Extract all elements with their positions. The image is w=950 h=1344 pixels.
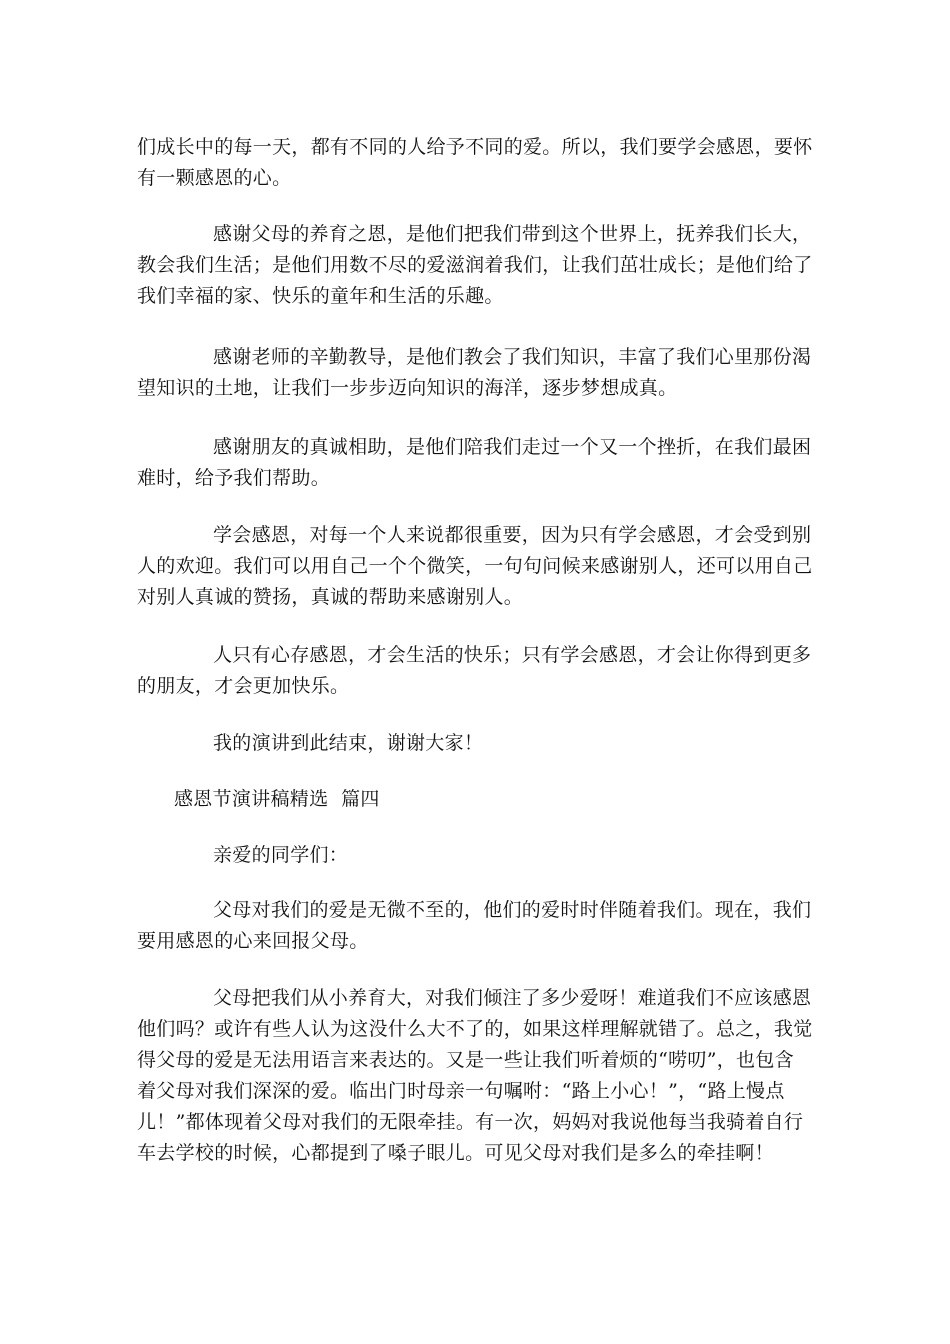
text-line: 他们吗？或许有些人认为这没什么大不了的，如果这样理解就错了。总之，我觉 <box>137 1018 813 1040</box>
paragraph-parents-care <box>137 983 813 1169</box>
paragraph-thank-parents <box>137 219 813 312</box>
text-line: 亲爱的同学们： <box>213 844 349 866</box>
paragraph-greeting <box>137 840 813 871</box>
text-line: 教会我们生活；是他们用数不尽的爱滋润着我们，让我们茁壮成长；是他们给了 <box>137 254 813 276</box>
paragraph-happiness <box>137 640 813 702</box>
text-line: 得父母的爱是无法用语言来表达的。又是一些让我们听着烦的“唠叨”，也包含 <box>137 1049 794 1071</box>
text-line: 的朋友，才会更加快乐。 <box>137 675 350 697</box>
text-line: 人只有心存感恩，才会生活的快乐；只有学会感恩，才会让你得到更多 <box>213 644 812 666</box>
text-line: 感谢朋友的真诚相助，是他们陪我们走过一个又一个挫折，在我们最困 <box>213 436 812 458</box>
text-line: 我们幸福的家、快乐的童年和生活的乐趣。 <box>137 285 504 307</box>
text-line: 儿！”都体现着父母对我们的无限牵挂。有一次，妈妈对我说他每当我骑着自行 <box>137 1111 804 1133</box>
paragraph-thank-friends <box>137 432 813 494</box>
text-line: 望知识的土地，让我们一步步迈向知识的海洋，逐步梦想成真。 <box>137 377 678 399</box>
text-line: 对别人真诚的赞扬，真诚的帮助来感谢别人。 <box>137 586 524 608</box>
text-line: 人的欢迎。我们可以用自己一个个微笑，一句句问候来感谢别人，还可以用自己 <box>137 555 813 577</box>
section-heading: 感恩节演讲稿精选 篇四 <box>174 788 380 810</box>
text-line: 着父母对我们深深的爱。临出门时母亲一句嘱咐：“路上小心！”，“路上慢点 <box>137 1080 785 1102</box>
paragraph-thank-teachers <box>137 342 813 404</box>
text-line: 学会感恩，对每一个人来说都很重要，因为只有学会感恩，才会受到别 <box>213 524 812 546</box>
text-line: 父母把我们从小养育大，对我们倾注了多少爱呀！难道我们不应该感恩 <box>213 987 812 1009</box>
paragraph-intro-continued <box>137 132 813 194</box>
paragraph-learn-gratitude <box>137 520 813 613</box>
text-line: 感谢父母的养育之恩，是他们把我们带到这个世界上，抚养我们长大， <box>213 223 812 245</box>
text-line: 有一颗感恩的心。 <box>137 167 292 189</box>
text-line: 感谢老师的辛勤教导，是他们教会了我们知识，丰富了我们心里那份渴 <box>213 346 812 368</box>
text-line: 要用感恩的心来回报父母。 <box>137 930 369 952</box>
text-line: 车去学校的时候，心都提到了嗓子眼儿。可见父母对我们是多么的牵挂啊！ <box>137 1142 774 1164</box>
paragraph-parents-love <box>137 895 813 957</box>
text-line: 们成长中的每一天，都有不同的人给予不同的爱。所以，我们要学会感恩，要怀 <box>137 136 813 158</box>
text-line: 父母对我们的爱是无微不至的，他们的爱时时伴随着我们。现在，我们 <box>213 899 812 921</box>
paragraph-closing <box>137 728 813 759</box>
text-line: 我的演讲到此结束，谢谢大家！ <box>213 732 484 754</box>
text-line: 难时，给予我们帮助。 <box>137 467 331 489</box>
